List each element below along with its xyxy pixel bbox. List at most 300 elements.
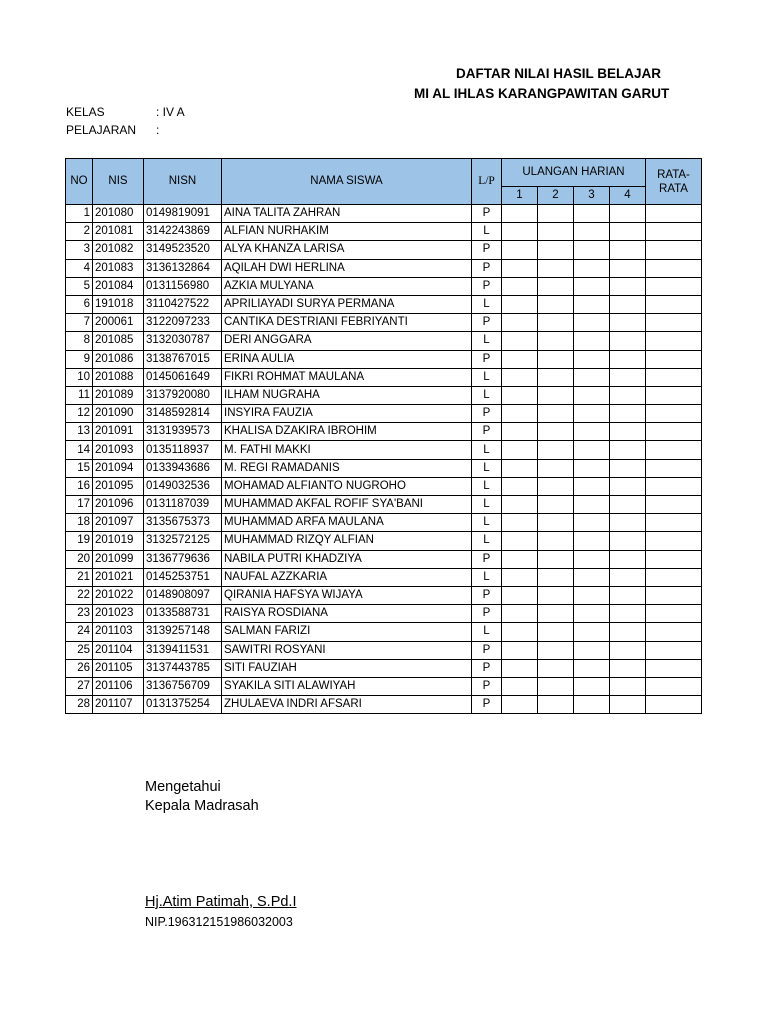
table-row xyxy=(66,550,702,568)
row-nis: 201094 xyxy=(93,459,144,477)
row-no: 19 xyxy=(66,532,93,550)
row-lp: L xyxy=(472,368,502,386)
row-ulangan-1 xyxy=(502,350,538,368)
row-nisn: 3148592814 xyxy=(144,405,222,423)
row-ulangan-4 xyxy=(610,641,646,659)
row-nis: 201088 xyxy=(93,368,144,386)
row-rata xyxy=(646,568,702,586)
row-nisn: 3139257148 xyxy=(144,623,222,641)
kelas-value: : IV A xyxy=(156,105,185,119)
row-ulangan-3 xyxy=(574,514,610,532)
row-nis: 201081 xyxy=(93,223,144,241)
row-ulangan-3 xyxy=(574,295,610,313)
kelas-line xyxy=(66,105,185,119)
row-lp: P xyxy=(472,550,502,568)
row-no: 11 xyxy=(66,386,93,404)
row-ulangan-1 xyxy=(502,496,538,514)
row-no: 25 xyxy=(66,641,93,659)
col-nisn-header: NISN xyxy=(144,159,222,205)
row-no: 1 xyxy=(66,205,93,223)
row-nama: SALMAN FARIZI xyxy=(222,623,472,641)
row-rata xyxy=(646,441,702,459)
row-ulangan-1 xyxy=(502,641,538,659)
row-nama: SITI FAUZIAH xyxy=(222,659,472,677)
col-u3-header: 3 xyxy=(574,187,610,205)
row-ulangan-2 xyxy=(538,223,574,241)
row-ulangan-4 xyxy=(610,441,646,459)
row-nisn: 0145253751 xyxy=(144,568,222,586)
row-nis: 201096 xyxy=(93,496,144,514)
row-nisn: 0135118937 xyxy=(144,441,222,459)
row-nama: QIRANIA HAFSYA WIJAYA xyxy=(222,586,472,604)
table-row xyxy=(66,441,702,459)
row-no: 21 xyxy=(66,568,93,586)
row-nama: AQILAH DWI HERLINA xyxy=(222,259,472,277)
row-ulangan-3 xyxy=(574,314,610,332)
row-nis: 201097 xyxy=(93,514,144,532)
row-nisn: 0133588731 xyxy=(144,605,222,623)
row-lp: L xyxy=(472,386,502,404)
col-nama-header: NAMA SISWA xyxy=(222,159,472,205)
row-nis: 201103 xyxy=(93,623,144,641)
row-ulangan-1 xyxy=(502,605,538,623)
row-nisn: 0131156980 xyxy=(144,277,222,295)
school-name: MI AL IHLAS KARANGPAWITAN GARUT xyxy=(414,86,670,101)
row-ulangan-2 xyxy=(538,205,574,223)
row-ulangan-2 xyxy=(538,277,574,295)
row-ulangan-3 xyxy=(574,677,610,695)
row-ulangan-3 xyxy=(574,496,610,514)
col-u1-header: 1 xyxy=(502,187,538,205)
table-row xyxy=(66,223,702,241)
row-ulangan-2 xyxy=(538,477,574,495)
row-ulangan-4 xyxy=(610,496,646,514)
row-ulangan-4 xyxy=(610,205,646,223)
row-ulangan-4 xyxy=(610,405,646,423)
row-ulangan-3 xyxy=(574,405,610,423)
row-ulangan-3 xyxy=(574,441,610,459)
row-ulangan-3 xyxy=(574,459,610,477)
row-lp: P xyxy=(472,405,502,423)
table-row xyxy=(66,368,702,386)
row-nama: INSYIRA FAUZIA xyxy=(222,405,472,423)
row-ulangan-4 xyxy=(610,277,646,295)
row-ulangan-3 xyxy=(574,623,610,641)
row-no: 18 xyxy=(66,514,93,532)
row-ulangan-2 xyxy=(538,259,574,277)
row-ulangan-2 xyxy=(538,550,574,568)
table-row xyxy=(66,277,702,295)
row-nama: ERINA AULIA xyxy=(222,350,472,368)
row-nis: 201023 xyxy=(93,605,144,623)
row-nama: KHALISA DZAKIRA IBROHIM xyxy=(222,423,472,441)
row-ulangan-3 xyxy=(574,386,610,404)
row-ulangan-4 xyxy=(610,605,646,623)
row-lp: L xyxy=(472,496,502,514)
row-nis: 201021 xyxy=(93,568,144,586)
document-title: DAFTAR NILAI HASIL BELAJAR xyxy=(456,66,661,81)
row-nisn: 3132572125 xyxy=(144,532,222,550)
row-ulangan-3 xyxy=(574,205,610,223)
row-nisn: 3136756709 xyxy=(144,677,222,695)
mengetahui-text: Mengetahui xyxy=(145,779,221,795)
row-nis: 201080 xyxy=(93,205,144,223)
row-nis: 201091 xyxy=(93,423,144,441)
row-ulangan-1 xyxy=(502,696,538,714)
row-lp: P xyxy=(472,677,502,695)
row-ulangan-1 xyxy=(502,623,538,641)
row-rata xyxy=(646,623,702,641)
row-ulangan-4 xyxy=(610,477,646,495)
row-ulangan-3 xyxy=(574,696,610,714)
row-no: 14 xyxy=(66,441,93,459)
row-no: 27 xyxy=(66,677,93,695)
row-no: 26 xyxy=(66,659,93,677)
row-ulangan-2 xyxy=(538,441,574,459)
row-ulangan-1 xyxy=(502,550,538,568)
row-lp: L xyxy=(472,623,502,641)
table-row xyxy=(66,405,702,423)
row-no: 7 xyxy=(66,314,93,332)
row-nisn: 3137920080 xyxy=(144,386,222,404)
row-nisn: 3132030787 xyxy=(144,332,222,350)
row-no: 4 xyxy=(66,259,93,277)
row-no: 24 xyxy=(66,623,93,641)
row-no: 8 xyxy=(66,332,93,350)
row-ulangan-4 xyxy=(610,223,646,241)
row-no: 20 xyxy=(66,550,93,568)
table-row xyxy=(66,350,702,368)
row-ulangan-4 xyxy=(610,459,646,477)
row-ulangan-4 xyxy=(610,295,646,313)
table-row xyxy=(66,295,702,313)
row-ulangan-2 xyxy=(538,641,574,659)
row-ulangan-1 xyxy=(502,259,538,277)
row-nama: RAISYA ROSDIANA xyxy=(222,605,472,623)
col-u2-header: 2 xyxy=(538,187,574,205)
row-ulangan-4 xyxy=(610,623,646,641)
row-ulangan-4 xyxy=(610,368,646,386)
row-nisn: 3136779636 xyxy=(144,550,222,568)
row-ulangan-3 xyxy=(574,259,610,277)
row-ulangan-3 xyxy=(574,277,610,295)
table-row xyxy=(66,586,702,604)
row-rata xyxy=(646,241,702,259)
row-ulangan-1 xyxy=(502,423,538,441)
row-nisn: 3149523520 xyxy=(144,241,222,259)
row-nis: 201083 xyxy=(93,259,144,277)
row-rata xyxy=(646,314,702,332)
row-ulangan-4 xyxy=(610,386,646,404)
row-ulangan-3 xyxy=(574,532,610,550)
table-row xyxy=(66,332,702,350)
row-ulangan-3 xyxy=(574,641,610,659)
row-lp: P xyxy=(472,205,502,223)
row-nama: NABILA PUTRI KHADZIYA xyxy=(222,550,472,568)
row-nis: 201107 xyxy=(93,696,144,714)
table-row xyxy=(66,641,702,659)
table-row xyxy=(66,696,702,714)
row-ulangan-2 xyxy=(538,623,574,641)
row-ulangan-2 xyxy=(538,386,574,404)
row-no: 3 xyxy=(66,241,93,259)
row-ulangan-4 xyxy=(610,332,646,350)
table-row xyxy=(66,314,702,332)
row-ulangan-4 xyxy=(610,568,646,586)
row-nisn: 0149819091 xyxy=(144,205,222,223)
row-ulangan-3 xyxy=(574,350,610,368)
row-nisn: 0133943686 xyxy=(144,459,222,477)
row-ulangan-1 xyxy=(502,295,538,313)
row-ulangan-1 xyxy=(502,368,538,386)
row-no: 15 xyxy=(66,459,93,477)
col-no-header: NO xyxy=(66,159,93,205)
row-nama: MUHAMMAD AKFAL ROFIF SYA'BANI xyxy=(222,496,472,514)
row-ulangan-2 xyxy=(538,677,574,695)
row-ulangan-4 xyxy=(610,350,646,368)
row-nama: FIKRI ROHMAT MAULANA xyxy=(222,368,472,386)
row-nis: 201082 xyxy=(93,241,144,259)
row-no: 22 xyxy=(66,586,93,604)
row-rata xyxy=(646,696,702,714)
row-nama: DERI ANGGARA xyxy=(222,332,472,350)
row-nisn: 0149032536 xyxy=(144,477,222,495)
row-rata xyxy=(646,459,702,477)
row-ulangan-1 xyxy=(502,441,538,459)
row-nisn: 3110427522 xyxy=(144,295,222,313)
row-ulangan-2 xyxy=(538,659,574,677)
row-nama: APRILIAYADI SURYA PERMANA xyxy=(222,295,472,313)
row-ulangan-1 xyxy=(502,568,538,586)
row-rata xyxy=(646,641,702,659)
row-lp: P xyxy=(472,259,502,277)
table-row xyxy=(66,659,702,677)
row-nis: 201095 xyxy=(93,477,144,495)
row-nis: 201093 xyxy=(93,441,144,459)
pelajaran-line xyxy=(66,123,159,137)
row-nama: MUHAMMAD RIZQY ALFIAN xyxy=(222,532,472,550)
row-rata xyxy=(646,332,702,350)
row-ulangan-1 xyxy=(502,205,538,223)
row-nama: ALYA KHANZA LARISA xyxy=(222,241,472,259)
row-lp: L xyxy=(472,532,502,550)
row-no: 2 xyxy=(66,223,93,241)
row-lp: P xyxy=(472,350,502,368)
table-row xyxy=(66,386,702,404)
table-row xyxy=(66,623,702,641)
table-row xyxy=(66,496,702,514)
row-nama: NAUFAL AZZKARIA xyxy=(222,568,472,586)
row-ulangan-2 xyxy=(538,605,574,623)
row-rata xyxy=(646,277,702,295)
row-ulangan-2 xyxy=(538,350,574,368)
col-nis-header: NIS xyxy=(93,159,144,205)
row-ulangan-1 xyxy=(502,659,538,677)
kelas-label: KELAS xyxy=(66,105,105,119)
col-rata-header: RATA-RATA xyxy=(646,159,702,205)
row-lp: P xyxy=(472,241,502,259)
row-lp: L xyxy=(472,568,502,586)
row-rata xyxy=(646,496,702,514)
table-row xyxy=(66,514,702,532)
row-nis: 201105 xyxy=(93,659,144,677)
row-lp: P xyxy=(472,277,502,295)
row-ulangan-3 xyxy=(574,659,610,677)
pelajaran-label: PELAJARAN xyxy=(66,123,137,137)
row-ulangan-4 xyxy=(610,677,646,695)
row-lp: P xyxy=(472,423,502,441)
row-ulangan-2 xyxy=(538,586,574,604)
row-ulangan-2 xyxy=(538,532,574,550)
row-no: 9 xyxy=(66,350,93,368)
row-ulangan-3 xyxy=(574,241,610,259)
pelajaran-value: : xyxy=(156,123,160,137)
row-lp: P xyxy=(472,696,502,714)
row-nis: 201089 xyxy=(93,386,144,404)
row-nis: 200061 xyxy=(93,314,144,332)
row-nama: AINA TALITA ZAHRAN xyxy=(222,205,472,223)
row-ulangan-4 xyxy=(610,423,646,441)
table-row xyxy=(66,677,702,695)
row-ulangan-1 xyxy=(502,223,538,241)
row-ulangan-3 xyxy=(574,550,610,568)
row-nama: ZHULAEVA INDRI AFSARI xyxy=(222,696,472,714)
row-no: 12 xyxy=(66,405,93,423)
table-row xyxy=(66,423,702,441)
row-ulangan-1 xyxy=(502,332,538,350)
table-row xyxy=(66,605,702,623)
row-ulangan-2 xyxy=(538,314,574,332)
row-ulangan-4 xyxy=(610,696,646,714)
row-ulangan-3 xyxy=(574,423,610,441)
row-nama: M. FATHI MAKKI xyxy=(222,441,472,459)
row-ulangan-2 xyxy=(538,514,574,532)
row-lp: L xyxy=(472,477,502,495)
row-nama: CANTIKA DESTRIANI FEBRIYANTI xyxy=(222,314,472,332)
row-lp: P xyxy=(472,314,502,332)
row-ulangan-3 xyxy=(574,368,610,386)
row-lp: P xyxy=(472,659,502,677)
row-ulangan-2 xyxy=(538,459,574,477)
table-row xyxy=(66,205,702,223)
col-u4-header: 4 xyxy=(610,187,646,205)
row-lp: P xyxy=(472,605,502,623)
row-ulangan-2 xyxy=(538,295,574,313)
row-lp: L xyxy=(472,459,502,477)
row-ulangan-1 xyxy=(502,405,538,423)
signer-nip: NIP.196312151986032003 xyxy=(145,915,293,929)
row-ulangan-4 xyxy=(610,314,646,332)
table-row xyxy=(66,241,702,259)
row-ulangan-4 xyxy=(610,514,646,532)
row-ulangan-1 xyxy=(502,514,538,532)
row-rata xyxy=(646,477,702,495)
row-ulangan-4 xyxy=(610,532,646,550)
row-ulangan-2 xyxy=(538,405,574,423)
row-no: 6 xyxy=(66,295,93,313)
row-nisn: 0131375254 xyxy=(144,696,222,714)
row-lp: L xyxy=(472,223,502,241)
row-nama: ALFIAN NURHAKIM xyxy=(222,223,472,241)
row-nisn: 3136132864 xyxy=(144,259,222,277)
row-nama: ILHAM NUGRAHA xyxy=(222,386,472,404)
row-nis: 201084 xyxy=(93,277,144,295)
grades-table xyxy=(65,158,702,714)
row-rata xyxy=(646,586,702,604)
row-nisn: 0131187039 xyxy=(144,496,222,514)
col-lp-header: L/P xyxy=(472,159,502,205)
row-ulangan-2 xyxy=(538,332,574,350)
row-nis: 201090 xyxy=(93,405,144,423)
row-ulangan-4 xyxy=(610,259,646,277)
table-row xyxy=(66,259,702,277)
signer-name: Hj.Atim Patimah, S.Pd.I xyxy=(145,894,297,910)
row-no: 10 xyxy=(66,368,93,386)
row-ulangan-2 xyxy=(538,696,574,714)
row-ulangan-1 xyxy=(502,241,538,259)
row-ulangan-2 xyxy=(538,496,574,514)
row-nama: SYAKILA SITI ALAWIYAH xyxy=(222,677,472,695)
row-ulangan-3 xyxy=(574,568,610,586)
table-row xyxy=(66,532,702,550)
col-ulangan-header: ULANGAN HARIAN xyxy=(502,159,646,187)
row-ulangan-3 xyxy=(574,477,610,495)
row-nisn: 3139411531 xyxy=(144,641,222,659)
row-nisn: 3142243869 xyxy=(144,223,222,241)
row-lp: L xyxy=(472,332,502,350)
row-rata xyxy=(646,677,702,695)
row-nisn: 0148908097 xyxy=(144,586,222,604)
row-rata xyxy=(646,350,702,368)
table-row xyxy=(66,477,702,495)
row-no: 13 xyxy=(66,423,93,441)
row-nis: 201086 xyxy=(93,350,144,368)
row-rata xyxy=(646,550,702,568)
kepala-madrasah-text: Kepala Madrasah xyxy=(145,798,259,814)
row-lp: L xyxy=(472,295,502,313)
row-ulangan-1 xyxy=(502,477,538,495)
row-ulangan-3 xyxy=(574,223,610,241)
row-lp: L xyxy=(472,441,502,459)
row-rata xyxy=(646,368,702,386)
row-ulangan-2 xyxy=(538,241,574,259)
row-nama: SAWITRI ROSYANI xyxy=(222,641,472,659)
row-no: 16 xyxy=(66,477,93,495)
row-ulangan-1 xyxy=(502,459,538,477)
row-ulangan-4 xyxy=(610,550,646,568)
row-nama: AZKIA MULYANA xyxy=(222,277,472,295)
row-ulangan-3 xyxy=(574,332,610,350)
row-no: 23 xyxy=(66,605,93,623)
row-ulangan-1 xyxy=(502,586,538,604)
row-lp: P xyxy=(472,641,502,659)
row-nisn: 3122097233 xyxy=(144,314,222,332)
row-rata xyxy=(646,295,702,313)
row-no: 5 xyxy=(66,277,93,295)
table-body xyxy=(66,205,702,714)
row-ulangan-1 xyxy=(502,277,538,295)
row-ulangan-1 xyxy=(502,314,538,332)
row-nisn: 3131939573 xyxy=(144,423,222,441)
row-ulangan-2 xyxy=(538,368,574,386)
row-nis: 201085 xyxy=(93,332,144,350)
row-ulangan-1 xyxy=(502,677,538,695)
row-nama: MOHAMAD ALFIANTO NUGROHO xyxy=(222,477,472,495)
row-nisn: 3137443785 xyxy=(144,659,222,677)
row-nis: 201019 xyxy=(93,532,144,550)
row-rata xyxy=(646,386,702,404)
row-nis: 191018 xyxy=(93,295,144,313)
